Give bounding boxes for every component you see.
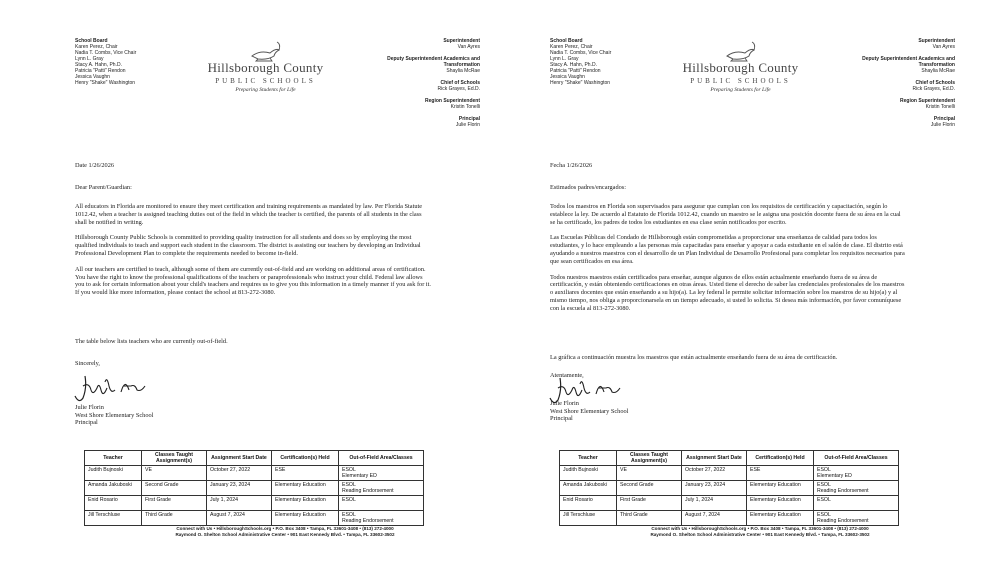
board-member: Karen Perez, Chair — [75, 44, 118, 50]
table-cell — [272, 511, 339, 526]
cell-line: August 7, 2024 — [685, 512, 720, 518]
letter-date: Date 1/26/2026 — [75, 162, 114, 169]
footer-contact: Connect with Us • HillsboroughSchools.org • P.O. Box 3408 • Tampa, FL 33601-3408 • (813) 272-4000 — [176, 526, 394, 531]
board-member: Patricia "Patti" Rendon — [75, 68, 126, 74]
table-note: La gráfica a continuación muestra los maestros que están actualmente enseñando fuera de su área de certificación. — [550, 354, 838, 361]
board-member: Stacy A. Hahn, Ph.D. — [75, 62, 122, 68]
column-header: Classes Taught Assignment(s) — [142, 451, 207, 466]
table-cell — [814, 496, 899, 511]
cell-line: Judith Bujnoski — [88, 467, 123, 473]
table-cell — [207, 511, 272, 526]
letter-spanish — [550, 38, 955, 548]
logo-subtitle: PUBLIC SCHOOLS — [690, 77, 791, 85]
table-cell — [617, 481, 682, 496]
table-row — [560, 496, 899, 511]
handwritten-signature — [71, 368, 151, 406]
admin-title: Principal — [458, 116, 480, 122]
admin-name: Shaylia McRae — [446, 68, 480, 74]
logo-tagline: Preparing Students for Life — [235, 87, 296, 93]
board-member: Jessica Vaughn — [75, 74, 110, 80]
table-cell — [560, 466, 617, 481]
admin-name: Rick Grayes, Ed.D. — [437, 86, 480, 92]
cell-line: Elementary Education — [275, 512, 326, 518]
signer-block — [75, 404, 153, 427]
cell-line: ESOL — [817, 467, 831, 473]
cell-line: January 23, 2024 — [685, 482, 726, 488]
cell-line: ESOL — [817, 482, 831, 488]
cell-line: VE — [620, 467, 627, 473]
table-row — [85, 496, 424, 511]
table-cell — [339, 496, 424, 511]
board-member: Henry "Shake" Washington — [75, 80, 136, 86]
body-paragraph: All our teachers are certified to teach, although some of them are currently out-of-field and are working on additional areas of certification. You have the right to know the professional qualifications of the teachers or paraprofessionals who instruct your child. Federal law allows you to ask for certain information about your child's teachers and requires us to give you this information in a timely manner if you ask for it. If you would like more information, please contact the school at 813-272-3080. — [75, 265, 431, 297]
school-board-title: School Board — [75, 38, 108, 44]
cell-line: First Grade — [145, 497, 171, 503]
footer-contact: Connect with Us • HillsboroughSchools.org • P.O. Box 3408 • Tampa, FL 33601-3408 • (813) 272-4000 — [651, 526, 869, 531]
cell-line: Elementary Education — [750, 497, 801, 503]
signer-title: Principal — [75, 419, 98, 426]
table-row — [85, 511, 424, 526]
table-cell — [272, 466, 339, 481]
district-logo — [198, 40, 333, 93]
cell-line: ESOL — [817, 497, 831, 503]
table-row — [85, 466, 424, 481]
table-cell — [560, 481, 617, 496]
admin-name: Julie Florin — [455, 122, 480, 128]
letter-english — [75, 38, 480, 548]
body-paragraph: Las Escuelas Públicas del Condado de Hillsborough están comprometidas a proporcionar una enseñanza de calidad para todos los estudiantes, y lo hace empleando a las personas más capacitadas para enseñar y apoyar a cada estudiante en el salón de clase. El distrito está ayudando a nuestros maestros con el desarrollo de un Plan Individual de Desarrollo Profesional para completar los requisitos necesarios para que sean certificados en esa área. — [550, 234, 905, 265]
table-cell — [747, 466, 814, 481]
cell-line: Reading Endorsement — [342, 488, 394, 494]
table-cell — [747, 481, 814, 496]
table-cell — [142, 481, 207, 496]
lamp-of-learning-icon — [721, 40, 761, 62]
admin-title: Superintendent — [443, 38, 480, 44]
lamp-of-learning-icon — [246, 40, 286, 62]
table-cell — [617, 496, 682, 511]
table-cell — [85, 481, 142, 496]
cell-line: Third Grade — [620, 512, 648, 518]
cell-line: ESOL — [817, 512, 831, 518]
logo-subtitle: PUBLIC SCHOOLS — [215, 77, 316, 85]
column-header: Assignment Start Date — [207, 451, 272, 466]
cell-line: August 7, 2024 — [210, 512, 245, 518]
administration-list — [370, 38, 480, 134]
table-cell — [682, 511, 747, 526]
table-note: The table below lists teachers who are currently out-of-field. — [75, 338, 228, 345]
cell-line: First Grade — [620, 497, 646, 503]
column-header: Teacher — [560, 451, 617, 466]
cell-line: Amanda Jakuboski — [563, 482, 607, 488]
table-cell — [682, 496, 747, 511]
table-cell — [85, 466, 142, 481]
administration-list — [845, 38, 955, 134]
cell-line: Third Grade — [145, 512, 173, 518]
table-cell — [814, 466, 899, 481]
board-member: Patricia "Patti" Rendon — [550, 68, 601, 74]
cell-line: VE — [145, 467, 152, 473]
body-paragraph: Hillsborough County Public Schools is committed to providing quality instruction for all students and does so by employing the most qualified individuals to teach and support each student in the classroom. The district is assisting our teachers by developing an Individual Professional Development Plan to complete the requirements needed to become in-field. — [75, 234, 421, 257]
table-row — [560, 511, 899, 526]
letter-closing: Sincerely, — [75, 360, 100, 367]
school-board-title: School Board — [550, 38, 583, 44]
logo-name: Hillsborough County — [207, 60, 324, 75]
table-cell — [339, 466, 424, 481]
cell-line: Second Grade — [145, 482, 179, 488]
column-header: Certification(s) Held — [747, 451, 814, 466]
signer-block — [550, 400, 628, 423]
letter-greeting: Dear Parent/Guardian: — [75, 184, 132, 191]
cell-line: ESOL — [342, 467, 356, 473]
letter-footer — [570, 526, 950, 538]
table-cell — [814, 481, 899, 496]
cell-line: ESOL — [342, 512, 356, 518]
letter-body — [75, 203, 431, 305]
body-paragraph: All educators in Florida are monitored to ensure they meet certification and training requirements as mandated by law. Per Florida Statute 1012.42, when a teacher is assigned teaching duties out of the field in which the teacher is certified, the parents of all students in the class shall be notified in writing. — [75, 203, 423, 226]
cell-line: Elementary ED — [342, 473, 377, 479]
table-cell — [617, 466, 682, 481]
footer-address: Raymond O. Shelton School Administrative Center • 901 East Kennedy Blvd. • Tampa, FL 33602-3502 — [650, 532, 870, 537]
cell-line: Reading Endorsement — [342, 518, 394, 524]
letter-greeting: Estimados padres/encargados: — [550, 184, 626, 191]
district-logo — [673, 40, 808, 93]
table-row — [560, 481, 899, 496]
table-cell — [617, 511, 682, 526]
admin-title: Superintendent — [918, 38, 955, 44]
body-paragraph: Todos nuestros maestros están certificados para enseñar, aunque algunos de ellos están actualmente enseñando fuera de su área de certificación, y están obteniendo certificaciones en otras áreas. Usted tiene el derecho de saber las credenciales profesionales de los maestros o auxiliares docentes que están enseñando a su hijo(a). La ley federal le permite solicitar información sobre los maestros de su hijo(a) y al mismo tiempo, nos obliga a proporcionarsela en un tiempo adecuado, si usted lo solicita. Si desea más información, por favor comuníquese con la escuela al 813-272-3080. — [550, 273, 905, 312]
table-cell — [682, 466, 747, 481]
school-board-list — [550, 38, 611, 86]
table-cell — [85, 511, 142, 526]
letter-closing: Atentamente, — [550, 372, 584, 379]
cell-line: January 23, 2024 — [210, 482, 251, 488]
cell-line: Enid Rosario — [563, 497, 593, 503]
board-member: Karen Perez, Chair — [550, 44, 593, 50]
table-cell — [339, 511, 424, 526]
table-cell — [142, 496, 207, 511]
admin-title: Chief of Schools — [440, 80, 480, 86]
admin-name: Kristin Tonelli — [925, 104, 955, 110]
table-cell — [682, 481, 747, 496]
cell-line: Elementary Education — [750, 482, 801, 488]
body-paragraph: Todos los maestros en Florida son supervisados para asegurar que cumplan con los requisitos de certificación y capacitación, según lo establece la ley. De acuerdo al Estatuto de Florida 1012.42, cuando un maestro se le asigna una posición docente fuera de su área en la cual se ha certificado, los padres de todos los estudiantes en esa clase serán notificados por escrito. — [550, 203, 901, 226]
board-member: Stacy A. Hahn, Ph.D. — [550, 62, 597, 68]
signer-title: Principal — [550, 415, 573, 422]
signer-school: West Shore Elementary School — [75, 411, 154, 419]
table-row — [85, 481, 424, 496]
letter-footer — [95, 526, 475, 538]
table-cell — [272, 496, 339, 511]
table-row — [560, 466, 899, 481]
table-cell — [207, 481, 272, 496]
letter-date: Fecha 1/26/2026 — [550, 162, 593, 169]
cell-line: Elementary ED — [817, 473, 852, 479]
board-member: Lynn L. Gray — [75, 56, 104, 62]
cell-line: Second Grade — [620, 482, 654, 488]
cell-line: Amanda Jakuboski — [88, 482, 132, 488]
table-cell — [560, 511, 617, 526]
table-cell — [339, 481, 424, 496]
admin-name: Van Ayres — [457, 44, 480, 50]
table-cell — [747, 511, 814, 526]
cell-line: Reading Endorsement — [817, 518, 869, 524]
board-member: Henry "Shake" Washington — [550, 80, 611, 86]
column-header: Classes Taught Assignment(s) — [617, 451, 682, 466]
table-cell — [85, 496, 142, 511]
column-header: Out-of-Field Area/Classes — [339, 451, 424, 466]
column-header: Assignment Start Date — [682, 451, 747, 466]
signer-name: Julie Florin — [75, 404, 104, 411]
signer-school: West Shore Elementary School — [550, 407, 629, 415]
table-cell — [207, 466, 272, 481]
admin-name: Shaylia McRae — [921, 68, 955, 74]
table-cell — [272, 481, 339, 496]
table-cell — [747, 496, 814, 511]
out-of-field-table — [559, 450, 899, 526]
cell-line: ESE — [750, 467, 761, 473]
column-header: Teacher — [85, 451, 142, 466]
table-cell — [142, 511, 207, 526]
school-board-list — [75, 38, 136, 86]
admin-title: Region Superintendent — [900, 98, 955, 104]
admin-name: Rick Grayes, Ed.D. — [912, 86, 955, 92]
cell-line: July 1, 2024 — [685, 497, 713, 503]
board-member: Nadia T. Combs, Vice Chair — [550, 50, 612, 56]
admin-title: Principal — [933, 116, 955, 122]
footer-address: Raymond O. Shelton School Administrative Center • 901 East Kennedy Blvd. • Tampa, FL 33602-3502 — [175, 532, 395, 537]
cell-line: ESOL — [342, 482, 356, 488]
cell-line: ESE — [275, 467, 286, 473]
table-cell — [560, 496, 617, 511]
column-header: Certification(s) Held — [272, 451, 339, 466]
cell-line: Judith Bujnoski — [563, 467, 598, 473]
board-member: Lynn L. Gray — [550, 56, 579, 62]
admin-title: Chief of Schools — [915, 80, 955, 86]
cell-line: July 1, 2024 — [210, 497, 238, 503]
letter-body — [550, 203, 906, 321]
logo-name: Hillsborough County — [682, 60, 799, 75]
admin-name: Julie Florin — [930, 122, 955, 128]
cell-line: Jill Terschluse — [563, 512, 596, 518]
table-cell — [142, 466, 207, 481]
column-header: Out-of-Field Area/Classes — [814, 451, 899, 466]
cell-line: October 27, 2022 — [685, 467, 726, 473]
admin-title: Region Superintendent — [425, 98, 480, 104]
admin-name: Kristin Tonelli — [450, 104, 480, 110]
admin-title: Deputy Superintendent Academics and Transformation — [862, 56, 955, 68]
board-member: Nadia T. Combs, Vice Chair — [75, 50, 137, 56]
cell-line: Reading Endorsement — [817, 488, 869, 494]
cell-line: ESOL — [342, 497, 356, 503]
table-cell — [207, 496, 272, 511]
admin-name: Van Ayres — [932, 44, 955, 50]
signer-name: Julie Florin — [550, 400, 579, 407]
table-cell — [814, 511, 899, 526]
admin-title: Deputy Superintendent Academics and Transformation — [387, 56, 480, 68]
out-of-field-table — [84, 450, 424, 526]
cell-line: Elementary Education — [750, 512, 801, 518]
cell-line: Jill Terschluse — [88, 512, 121, 518]
cell-line: October 27, 2022 — [210, 467, 251, 473]
cell-line: Elementary Education — [275, 497, 326, 503]
logo-tagline: Preparing Students for Life — [710, 87, 771, 93]
cell-line: Elementary Education — [275, 482, 326, 488]
cell-line: Enid Rosario — [88, 497, 118, 503]
board-member: Jessica Vaughn — [550, 74, 585, 80]
